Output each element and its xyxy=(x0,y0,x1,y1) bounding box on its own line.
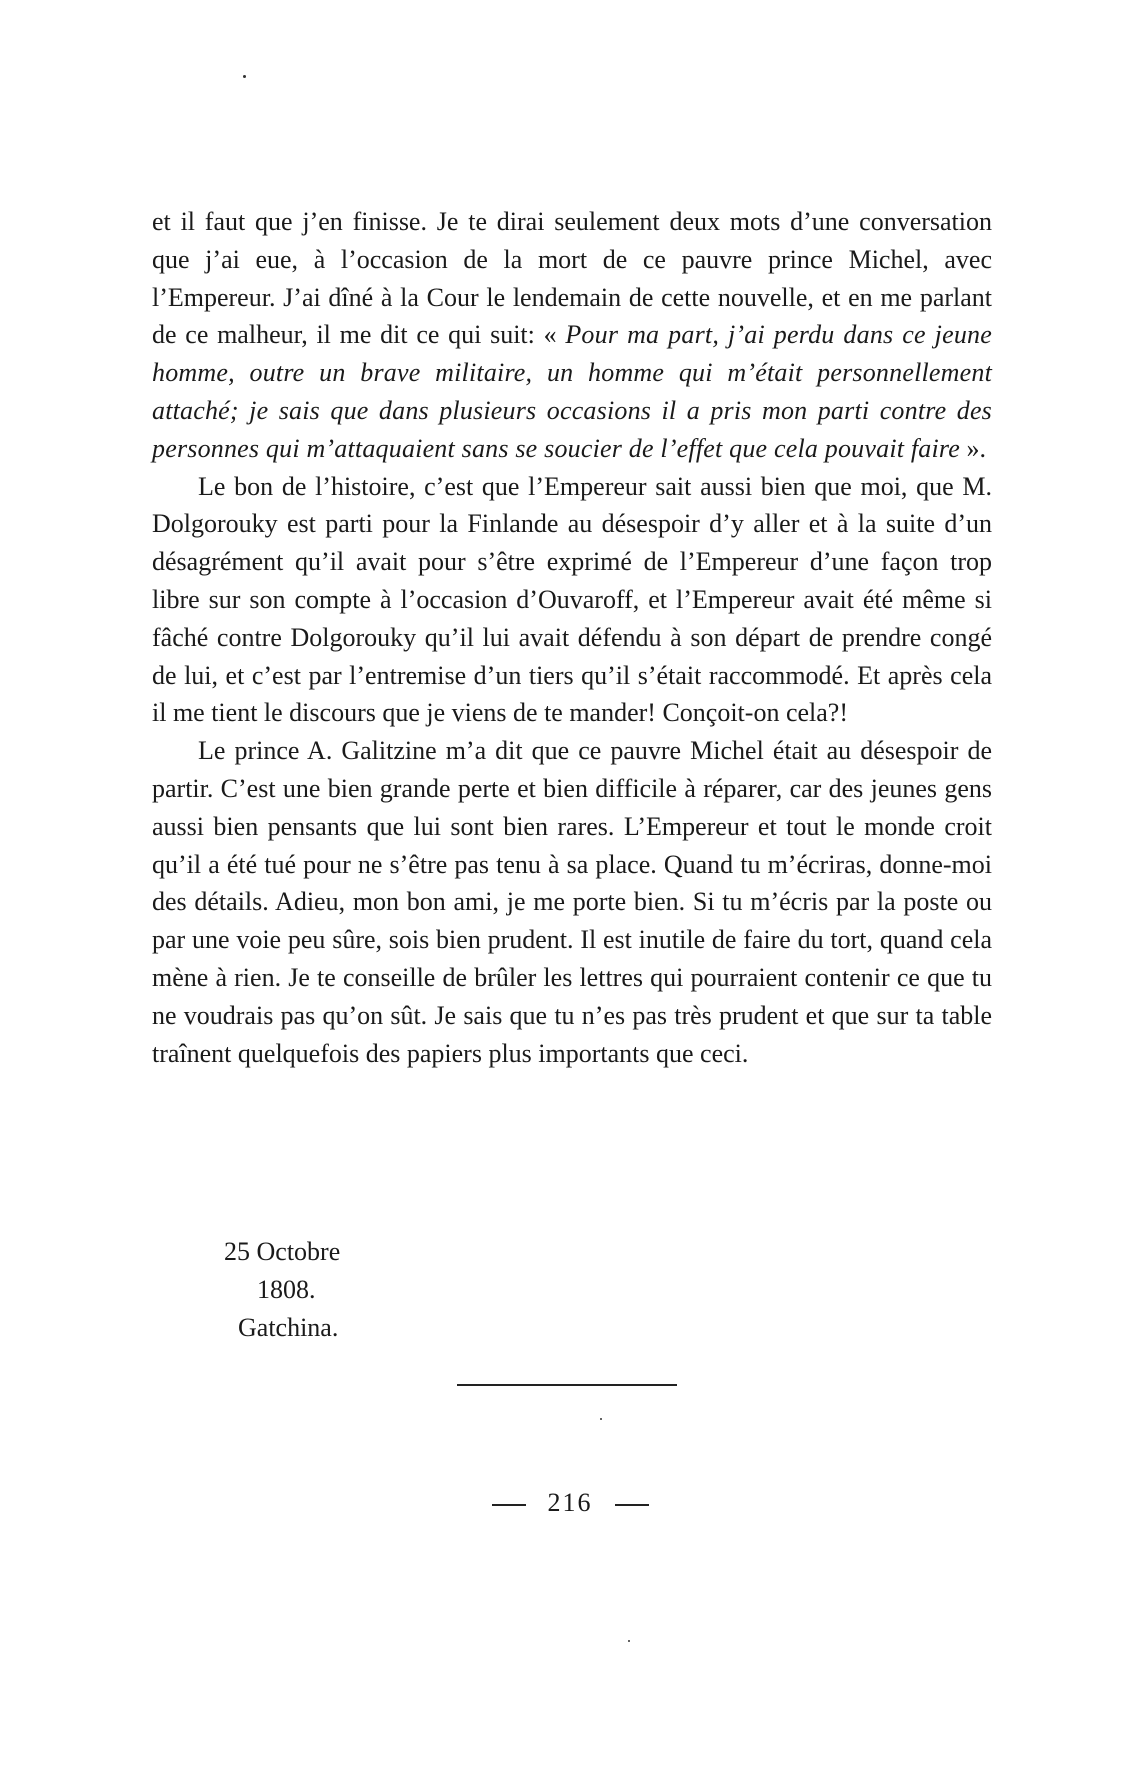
paragraph-2: Le bon de l’histoire, c’est que l’Empereur sait aussi bien que moi, que M. Dolgorouky est parti pour la Finlande au désespoir d’y aller et à la suite d’un désagrément qu’il avait pour s’être exprimé de l’Empereur d’une façon trop libre sur son compte à l’occasion d’Ouvaroff, et l’Empereur avait été même si fâché contre Dolgorouky qu’il lui avait défendu à son départ de prendre congé de lui, et c’est par l’entremise d’un tiers qu’il s’était raccommodé. Et après cela il me tient le discours que je viens de te mander! Conçoit-on cela?! xyxy=(152,471,992,728)
section-rule xyxy=(457,1384,677,1386)
date-year: 1808. xyxy=(257,1275,316,1304)
paragraph-3: Le prince A. Galitzine m’a dit que ce pauvre Michel était au désespoir de partir. C’est une bien grande perte et bien difficile à réparer, car des jeunes gens aussi bien pensants que lui sont bien rares. L’Empereur et tout le monde croit qu’il a été tué pour ne s’être pas tenu à sa place. Quand tu m’écriras, donne-moi des détails. Adieu, mon bon ami, je me porte bien. Si tu m’écris par la poste ou par une voie peu sûre, sois bien prudent. Il est inutile de faire du tort, quand cela mène à rien. Je te conseille de brûler les lettres qui pourraient contenir ce que tu ne voudrais pas qu’on sût. Je sais que tu n’es pas très prudent et que sur ta table traînent quelquefois des papiers plus importants que ceci. xyxy=(152,736,992,1068)
paragraph-1 xyxy=(152,203,992,468)
date-place: Gatchina. xyxy=(238,1313,339,1342)
page-folio xyxy=(0,1488,1140,1518)
print-speck xyxy=(628,1640,630,1642)
date-day-month: 25 Octobre xyxy=(224,1237,341,1266)
letter-body xyxy=(152,203,992,1072)
paragraph-1-outro: ». xyxy=(960,433,987,463)
folio-dash-right xyxy=(615,1504,649,1506)
print-speck xyxy=(600,1418,602,1420)
print-speck xyxy=(243,75,246,78)
emperor-quote: Pour ma part, j’ai perdu dans ce jeune homme, outre un brave militaire, un homme qui m’était personnellement attaché; je sais que dans plusieurs occasions il a pris mon parti contre des personnes qui m’attaquaient sans se soucier de l’effet que cela pouvait faire xyxy=(152,320,992,463)
page-number: 216 xyxy=(547,1488,593,1517)
paragraph-1-intro: et il faut que j’en finisse. Je te dirai seulement deux mots d’une conversation que j’ai eue, à l’occasion de la mort de ce pauvre prince Michel, avec l’Empereur. J’ai dîné à la Cour le lendemain de cette nouvelle, et en me parlant de ce malheur, il me dit ce qui suit: « xyxy=(152,207,992,350)
folio-dash-left xyxy=(492,1504,526,1506)
